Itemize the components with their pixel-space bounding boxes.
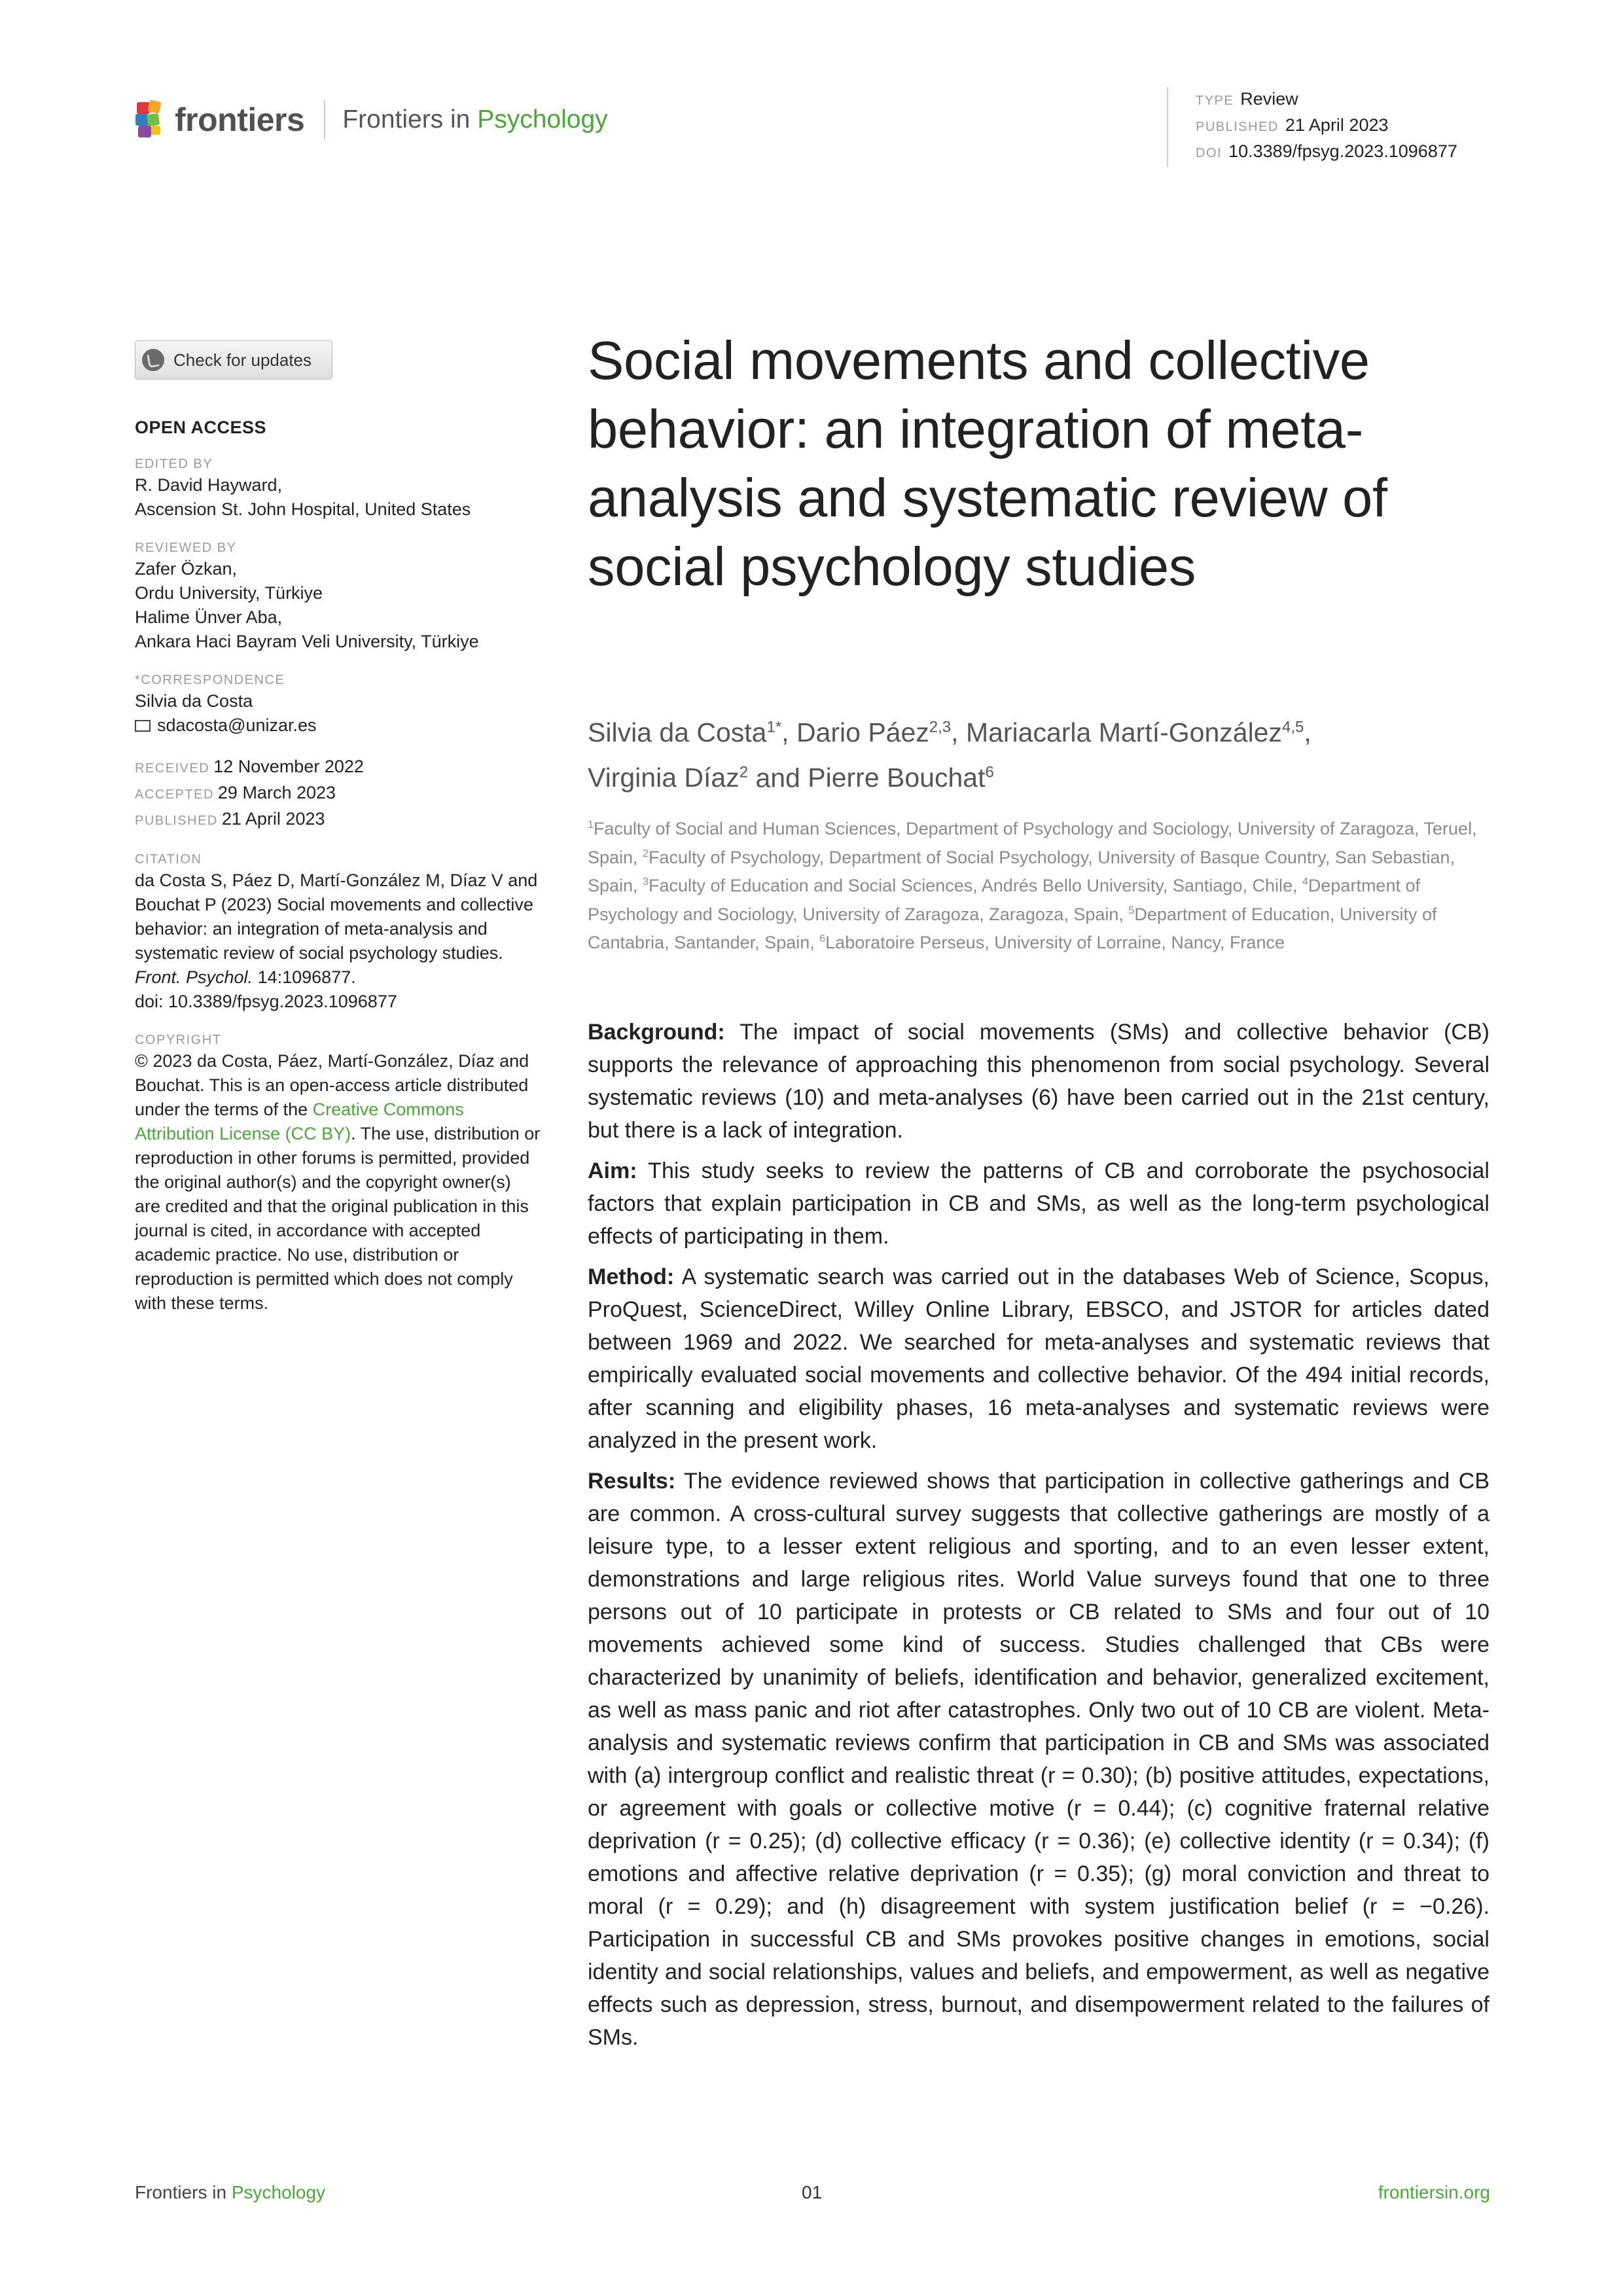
author-list: Silvia da Costa$^{1*}$, Dario Páez$^{2,3}$, Mariacarla Martí-González$^{4,5}$, Virginia Díaz$^2$ and Pierre Bouchat$^6$ (588, 717, 1311, 793)
article-meta (1167, 87, 1457, 167)
frontiers-logo-icon (134, 99, 168, 140)
frontiers-logo[interactable] (134, 98, 608, 141)
check-for-updates-button[interactable] (135, 340, 332, 380)
edited-by-label: EDITED BY (135, 457, 213, 471)
article-title: Social movements and collective behavior: an integration of meta-analysis and systematic review of social psychology studies (588, 330, 1387, 597)
accepted-date: ACCEPTED 29 March 2023 (135, 783, 336, 802)
copyright: © 2023 da Costa, Páez, Martí-González, Díaz and Bouchat. This is an open-access article distributed under the terms of the Creative Commons Attribution License (CC BY). The use, distribution or reproduction in other forums is permitted, provided the original author(s) and the copyright owner(s) are credited and that the original publication in this journal is cited, in accordance with accepted academic practice. No use, distribution or reproduction is permitted which does not comply with these terms. (135, 1051, 541, 1313)
bookmark-icon (142, 349, 164, 371)
author[interactable]: Silvia da Costa$^{1*}$ (588, 717, 782, 747)
logo-divider (324, 100, 325, 139)
correspondence-email[interactable]: sdacosta@unizar.es (135, 713, 541, 738)
author[interactable]: Mariacarla Martí-González$^{4,5}$ (965, 717, 1304, 747)
citation-label: CITATION (135, 852, 202, 867)
author[interactable]: Dario Páez$^{2,3}$ (796, 717, 952, 747)
affiliations: $^1$Faculty of Social and Human Sciences, Department of Psychology and Sociology, University of Zaragoza, Teruel, Spain, $^2$Faculty of Psychology, Department of Social Psychology, University of Basque Country, San Sebastian, Spain, $^3$Faculty of Education and Social Sciences, Andrés Bello University, Santiago, Chile, $^4$Department of Psychology and Sociology, University of Zaragoza, Zaragoza, Spain, $^5$Department of Education, University of Cantabria, Santander, Spain, $^6$Laboratoire Perseus, University of Lorraine, Nancy, France (588, 819, 1477, 952)
open-access-label: OPEN ACCESS (135, 418, 267, 437)
meta-doi[interactable]: DOI 10.3389/fpsyg.2023.1096877 (1196, 141, 1457, 161)
reviewed-by-label: REVIEWED BY (135, 541, 237, 555)
received-date: RECEIVED 12 November 2022 (135, 757, 364, 776)
check-for-updates-label: Check for updates (173, 350, 312, 370)
citation-doi[interactable]: doi: 10.3389/fpsyg.2023.1096877 (135, 992, 397, 1011)
citation: da Costa S, Páez D, Martí-González M, Díaz V and Bouchat P (2023) Social movements and collective behavior: an integration of meta-analysis and systematic review of social psychology studies. Front. Psychol. 14:1096877. doi: 10.3389/fpsyg.2023.1096877 (135, 870, 538, 1011)
envelope-icon (135, 720, 151, 732)
published-date: PUBLISHED 21 April 2023 (135, 809, 325, 829)
abstract (588, 1016, 1489, 2062)
sidebar (135, 340, 541, 1316)
brand-wordmark: frontiers (175, 101, 305, 138)
correspondence: Silvia da Costa sdacosta@unizar.es (135, 689, 541, 738)
abstract-results: Results: The evidence reviewed shows that participation in collective gatherings and CB are common. A cross-cultural survey suggests that collective gatherings are mostly of a leisure type, to a lesser extent religious and sporting, and to an even lesser extent, demonstrations and large religious rites. World Value surveys found that one to three persons out of 10 participate in protests or CB related to SMs and four out of 10 movements achieved some kind of success. Studies challenged that CBs were characterized by unanimity of beliefs, identification and behavior, generalized excitement, as well as mass panic and riot after catastrophes. Only two out of 10 CB are violent. Meta-analysis and systematic reviews confirm that participation in CB and SMs was associated with (a) intergroup conflict and realistic threat (r = 0.30); (b) positive attitudes, expectations, or agreement with goals or collective motive (r = 0.44); (c) cognitive fraternal relative deprivation (r = 0.25); (d) collective efficacy (r = 0.36); (e) collective identity (r = 0.34); (f) emotions and affective relative deprivation (r = 0.35); (g) moral conviction and threat to moral (r = 0.29); and (h) disagreement with system justification belief (r = −0.26). Participation in successful CB and SMs provokes positive changes in emotions, social identity and social relationships, values and beliefs, and empowerment, as well as negative effects such as depression, stress, burnout, and disempowerment related to the failures of SMs. (588, 1469, 1489, 2050)
abstract-aim: Aim: This study seeks to review the patterns of CB and corroborate the psychosocial factors that explain participation in CB and SMs, as well as the long-term psychological effects of participating in them. (588, 1158, 1489, 1249)
copyright-label: COPYRIGHT (135, 1033, 222, 1047)
dates (135, 755, 541, 833)
edited-by: R. David Hayward, Ascension St. John Hospital, United States (135, 475, 471, 519)
abstract-method: Method: A systematic search was carried out in the databases Web of Science, Scopus, ProQuest, ScienceDirect, Willey Online Library, EBSCO, and JSTOR for articles dated between 1969 and 2022. We searched for meta-analyses and systematic reviews that empirically evaluated social movements and collective behavior. Of the 494 initial records, after scanning and eligibility phases, 16 meta-analyses and systematic reviews were analyzed in the present work. (588, 1265, 1490, 1453)
cc-by-license-link[interactable]: Creative Commons Attribution License (CC BY) (135, 1100, 464, 1143)
meta-published: PUBLISHED 21 April 2023 (1196, 115, 1389, 135)
correspondence-label: *CORRESPONDENCE (135, 673, 285, 687)
author[interactable]: Virginia Díaz$^2$ (588, 762, 749, 793)
author[interactable]: Pierre Bouchat$^6$ (808, 762, 994, 793)
footer-site-link[interactable]: frontiersin.org (1378, 2182, 1490, 2202)
reviewed-by: Zafer Özkan, Ordu University, Türkiye Halime Ünver Aba, Ankara Haci Bayram Veli University, Türkiye (135, 559, 479, 651)
journal-name[interactable]: Frontiers in Psychology (342, 105, 608, 134)
meta-type: TYPE Review (1196, 89, 1298, 109)
abstract-background: Background: The impact of social movements (SMs) and collective behavior (CB) supports the relevance of approaching this phenomenon from social psychology. Several systematic reviews (10) and meta-analyses (6) have been carried out in the 21st century, but there is a lack of integration. (588, 1020, 1489, 1143)
footer-journal[interactable]: Frontiers in Psychology (135, 2182, 326, 2202)
page-number: 01 (802, 2182, 823, 2202)
